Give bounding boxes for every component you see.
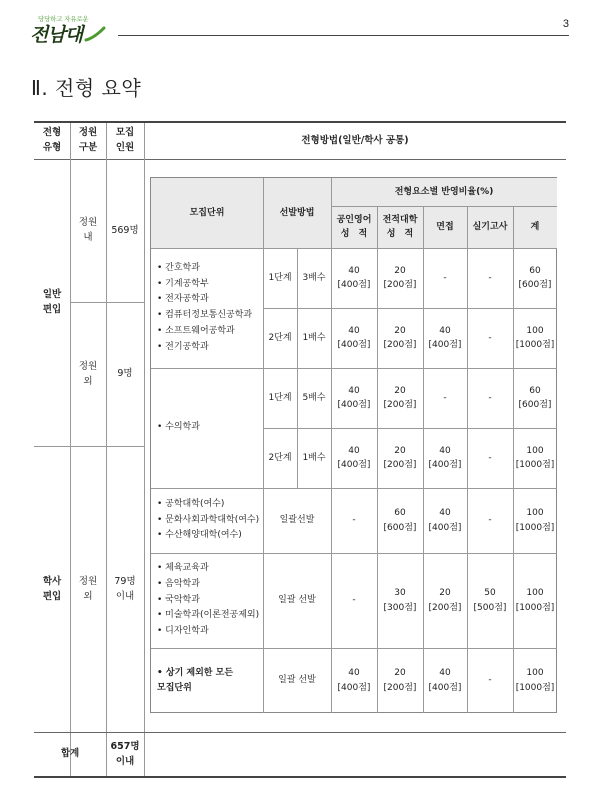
inner-header-english: 공인영어 성 적 [331,206,377,248]
stage-cell: 2단계 [268,332,292,343]
stage-cell: 1단계 [268,272,292,283]
general-in-quota: 정원 내 [78,217,98,243]
list-item: • 간호학과 [157,261,263,277]
header-quota-class: 정원 구분 [78,127,98,153]
multiplier-cell: 5배수 [302,392,326,403]
list-item: • 상기 제외한 모든 모집단위 [157,666,263,695]
header-type: 전형 유형 [42,127,62,153]
practical-cell: - [488,332,492,343]
interview-cell: 40 [400점] [428,508,462,533]
multiplier-cell: 1배수 [302,452,326,463]
english-cell: - [352,515,356,526]
english-cell: 40 [400점] [337,385,371,410]
list-item: • 체육교육과 [157,561,263,577]
unit-list-arts [157,553,263,648]
total-cell: 100 [1000점] [515,445,555,470]
stage-cell: 1단계 [268,392,292,403]
list-item: • 전기공학과 [157,340,263,356]
practical-cell: - [488,515,492,526]
table-bottom-border [34,776,566,778]
record-cell: 30 [300점] [383,588,417,613]
list-item: • 문화사회과학대학(여수) [157,513,263,529]
logo-swoosh-icon [84,26,106,42]
inner-header-practical: 실기고사 [467,206,513,248]
section-title: Ⅱ. 전형 요약 [31,76,142,100]
stage-cell: 2단계 [268,452,292,463]
logo-tagline: 당당하고 자유로운 [38,15,89,23]
record-cell: 20 [200점] [383,385,417,410]
method-cell: 일괄선발 [279,515,315,526]
record-cell: 20 [200점] [383,265,417,290]
total-cell: 60 [600점] [518,385,552,410]
page-number: 3 [562,18,569,30]
record-cell: 60 [600점] [383,508,417,533]
interview-cell: 40 [400점] [428,445,462,470]
method-cell: 일괄 선발 [278,675,316,686]
total-cell: 100 [1000점] [515,668,555,693]
list-item: • 공학대학(여수) [157,497,263,513]
record-cell: 20 [200점] [383,325,417,350]
multiplier-cell: 3배수 [302,272,326,283]
header-capacity: 모집 인원 [115,127,135,153]
bachelor-quota: 정원 외 [78,575,98,602]
practical-cell: 50 [500점] [473,588,507,613]
col-divider [144,123,145,776]
interview-cell: - [443,392,447,403]
inner-header-record: 전적대학 성 적 [377,206,423,248]
list-item: • 수의학과 [157,420,263,436]
logo [30,14,120,44]
total-capacity: 657명 이내 [110,740,140,767]
practical-cell: - [488,392,492,403]
practical-cell: - [488,272,492,283]
inner-header-interview: 면접 [423,206,467,248]
inner-header-total: 계 [513,206,557,248]
practical-cell: - [488,452,492,463]
list-item: • 소프트웨어공학과 [157,324,263,340]
list-item: • 디자인학과 [157,624,263,640]
list-item: • 기계공학부 [157,277,263,293]
multiplier-cell: 1배수 [302,332,326,343]
list-item: • 국악학과 [157,593,263,609]
total-cell: 60 [600점] [518,265,552,290]
list-item: • 미술학과(이론전공제외) [157,608,263,624]
inner-row-divider [331,206,557,207]
practical-cell: - [488,675,492,686]
english-cell: 40 [400점] [337,668,371,693]
total-label: 합계 [60,748,80,760]
inner-header-selection: 선발방법 [263,178,331,248]
general-in-capacity: 569명 [111,224,139,236]
english-cell: 40 [400점] [337,265,371,290]
unit-list-yeosu [157,488,263,553]
english-cell: - [352,595,356,606]
english-cell: 40 [400점] [337,325,371,350]
interview-cell: 40 [400점] [428,668,462,693]
total-cell: 100 [1000점] [515,325,555,350]
total-cell: 100 [1000점] [515,588,555,613]
bachelor-transfer-label: 학사 편입 [42,575,62,602]
record-cell: 20 [200점] [383,668,417,693]
general-out-quota: 정원 외 [78,360,98,387]
header-rule [118,35,569,36]
unit-list-vet [157,368,263,488]
method-table [150,177,557,713]
general-out-capacity: 9명 [117,368,133,380]
record-cell: 20 [200점] [383,445,417,470]
unit-list-engineering [157,248,263,368]
unit-list-others [157,648,263,713]
logo-text: 전남대 [30,24,83,46]
header-method: 전형방법(일반/학사 공통) [301,134,409,146]
list-item: • 수산해양대학(여수) [157,528,263,544]
interview-cell: 20 [200점] [428,588,462,613]
bachelor-capacity: 79명 이내 [114,575,136,602]
list-item: • 전자공학과 [157,292,263,308]
english-cell: 40 [400점] [337,445,371,470]
interview-cell: - [443,272,447,283]
total-cell: 100 [1000점] [515,508,555,533]
inner-header-ratio: 전형요소별 반영비율(%) [331,178,557,206]
general-transfer-label: 일반 편입 [42,289,62,315]
list-item: • 컴퓨터정보통신공학과 [157,308,263,324]
interview-cell: 40 [400점] [428,325,462,350]
list-item: • 음악학과 [157,577,263,593]
method-cell: 일괄 선발 [278,595,316,606]
inner-header-unit: 모집단위 [151,178,263,248]
